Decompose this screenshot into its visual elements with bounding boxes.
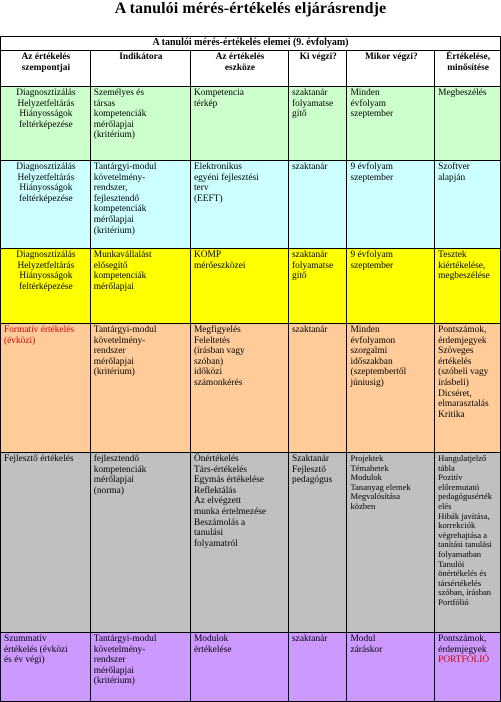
table-row	[1, 249, 501, 324]
cell-tool: Megfigyelés Feleltetés (írásban vagy szóban) időközi számonkérés	[190, 324, 288, 453]
cell-indicator: Személyes és társas kompetenciák mérőlapjai (kritérium)	[90, 87, 190, 161]
cell-when: Modul záráskor	[347, 633, 435, 702]
cell-criteria: Szummatív értékelés (évközi és év végi)	[1, 633, 91, 702]
table-row	[1, 453, 501, 633]
table-row	[1, 87, 501, 161]
cell-indicator: Tantárgyi-modul követelmény- rendszer mérőlapjai (kritérium)	[90, 324, 190, 453]
cell-who: szaktanár folyamatse gítő	[289, 87, 347, 161]
cell-when: 9 évfolyam szeptember	[347, 161, 435, 249]
cell-tool: Elektronikus egyéni fejlesztési terv (EEFT)	[190, 161, 288, 249]
table-row	[1, 324, 501, 453]
cell-when: Minden évfolyam szeptember	[347, 87, 435, 161]
cell-who: szaktanár folyamatse gítő	[289, 249, 347, 324]
cell-who: szaktanár	[289, 633, 347, 702]
cell-indicator: fejlesztendő kompetenciák mérőlapjai (norma)	[90, 453, 190, 633]
cell-rating: Szoftver alapján	[435, 161, 501, 249]
cell-criteria: Diagnosztizálás Helyzetfeltárás Hiányosságok feltérképezése	[1, 87, 91, 161]
header-criteria: Az értékelés szempontjai	[1, 51, 91, 87]
document-title: A tanulói mérés-értékelés eljárásrendje	[114, 0, 387, 17]
cell-tool: Kompetencia térkép	[190, 87, 288, 161]
cell-who: Szaktanár Fejlesztő pedagógus	[289, 453, 347, 633]
header-when: Mikor végzi?	[347, 51, 435, 87]
cell-rating: Hangulatjelző tábla Pozitív előremutató pedagógusérték elés Hibák javítása, korrekciók végrehajtása a tanítási tanulási folyamatban Tanulói önértékelés és társértékelés szóban, írásban Portfólió	[435, 453, 501, 633]
table-row	[1, 161, 501, 249]
table-row	[1, 633, 501, 702]
cell-indicator: Munkavállalást elősegítő kompetenciák mérőlapjai	[90, 249, 190, 324]
cell-when: 9 évfolyam szeptember	[347, 249, 435, 324]
cell-when: Projektek Témahetek Modulok Tananyag elemek Megvalósítása közben	[347, 453, 435, 633]
cell-criteria: Diagnosztizálás Helyzetfeltárás Hiányosságok feltérképezése	[1, 161, 91, 249]
cell-criteria: Diagnosztizálás Helyzetfeltárás Hiányosságok feltérképezése	[1, 249, 91, 324]
table-caption: A tanulói mérés-értékelés elemei (9. évfolyam)	[1, 37, 501, 51]
cell-tool: Modulok értékelése	[190, 633, 288, 702]
cell-criteria: Formatív értékelés (évközi)	[1, 324, 91, 453]
table-header-row	[1, 51, 501, 87]
cell-indicator: Tantárgyi-modul követelmény- rendszer, fejlesztendő kompetenciák mérőlapjai (kritérium)	[90, 161, 190, 249]
cell-rating: Megbeszélés	[435, 87, 501, 161]
header-who: Ki végzi?	[289, 51, 347, 87]
cell-rating: Tesztek kiértékelése, megbeszélése	[435, 249, 501, 324]
cell-criteria: Fejlesztő értékelés	[1, 453, 91, 633]
cell-rating: Pontszámok, érdemjegyek PORTFÓLIÓ	[435, 633, 501, 702]
header-indicator: Indikátora	[90, 51, 190, 87]
cell-who: szaktanár	[289, 324, 347, 453]
cell-who: szaktanár	[289, 161, 347, 249]
header-rating: Értékelése, minősítése	[435, 51, 501, 87]
cell-indicator: Tantárgyi-modul követelmény- rendszer mérőlapjai (kritérium)	[90, 633, 190, 702]
evaluation-table	[0, 36, 501, 702]
cell-tool: Önértékelés Társ-értékelés Egymás értékelése Reflektálás Az elvégzett munka értelmezése Beszámolás a tanulási folyamatról	[190, 453, 288, 633]
header-tool: Az értékelés eszköze	[190, 51, 288, 87]
cell-when: Minden évfolyamon szorgalmi időszakban (szeptembertől júniusig)	[347, 324, 435, 453]
cell-tool: KOMP mérőeszközei	[190, 249, 288, 324]
cell-rating: Pontszámok, érdemjegyek Szöveges értékelés (szóbeli vagy írásbeli) Dicséret, elmarasztalás Kritika	[435, 324, 501, 453]
